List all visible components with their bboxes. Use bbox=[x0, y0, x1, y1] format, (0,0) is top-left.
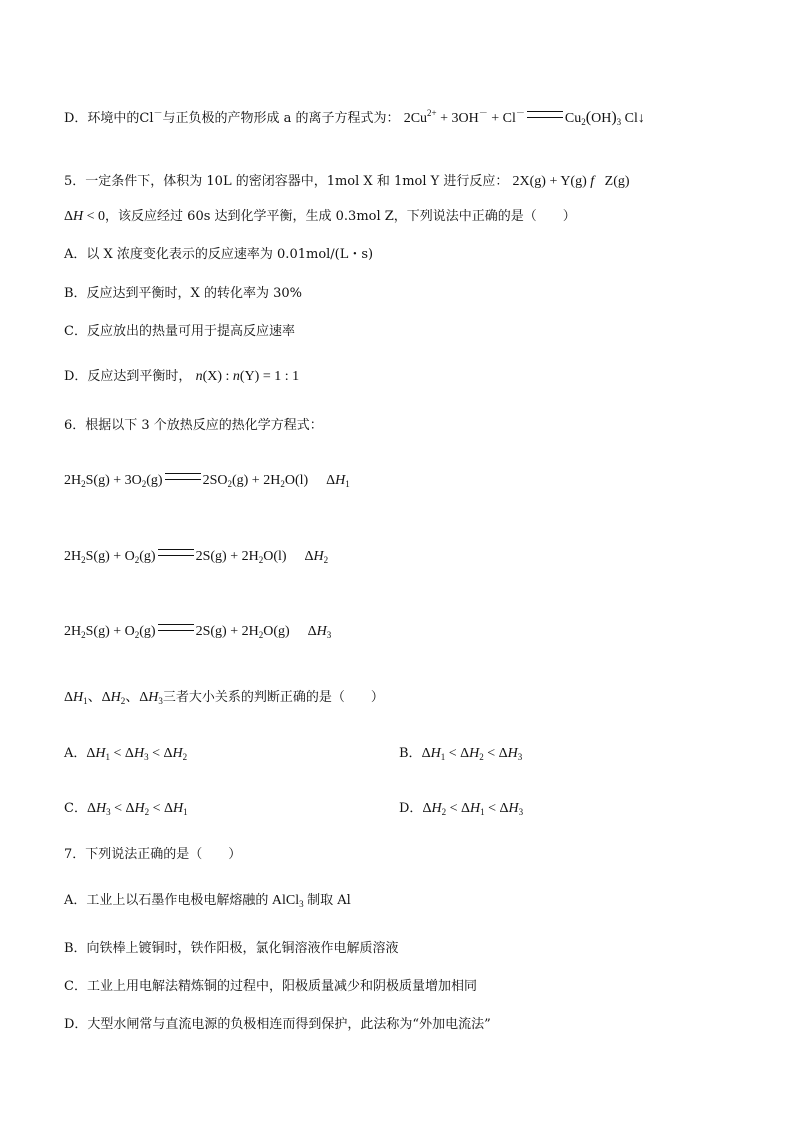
q7-option-a-text: A．工业上以石墨作电极电解熔融的 bbox=[64, 893, 269, 908]
q6-option-a-label: A． bbox=[64, 746, 87, 761]
q6-question-text: 三者大小关系的判断正确的是（ ） bbox=[162, 690, 384, 705]
q7-option-a bbox=[64, 891, 351, 911]
q4-option-d-text: 与正负极的产物形成 a 的离子方程式为： bbox=[162, 111, 400, 126]
q5-stem-text-2: ，该反应经过 60s 达到化学平衡，生成 0.3mol Z，下列说法中正确的是（ ） bbox=[105, 209, 576, 224]
q6-option-a bbox=[64, 744, 187, 764]
q6-equation-3: $2H_2S(g) + O_2(g) 2S(g) + 2H_2O(g)$ $\Delta H_3$ bbox=[64, 624, 332, 640]
q6-option-a-formula: $\Delta H_1 < \Delta H_3 < \Delta H_2$ bbox=[86, 746, 188, 762]
q6-option-d bbox=[399, 799, 523, 819]
q6-delta-h-list: $\Delta H_1$、$\Delta H_2$、$\Delta H_3$ bbox=[64, 690, 163, 706]
q6-option-c bbox=[64, 799, 188, 819]
q6-option-b-label: B． bbox=[399, 746, 422, 761]
q5-option-b: B．反应达到平衡时，X 的转化率为 30% bbox=[64, 286, 302, 301]
q5-reaction-equation: 2X(g) + Y(g) f Z(g) bbox=[512, 174, 630, 189]
q6-equation-2: $2H_2S(g) + O_2(g) 2S(g) + 2H_2O(l)$ $\Delta H_2$ bbox=[64, 549, 329, 565]
q5-stem-line-2 bbox=[64, 207, 576, 227]
q7-alcl3-formula: AlCl$_3$ bbox=[268, 893, 304, 909]
q6-option-d-formula: $\Delta H_2 < \Delta H_1 < \Delta H_3$ bbox=[422, 801, 524, 817]
q5-option-c: C．反应放出的热量可用于提高反应速率 bbox=[64, 324, 295, 339]
q6-option-d-label: D． bbox=[399, 801, 423, 816]
q4-option-d-label: D．环境中的Cl bbox=[64, 111, 154, 126]
q5-delta-h-condition: ΔH < 0 bbox=[64, 209, 106, 224]
q5-stem-line-1 bbox=[64, 172, 630, 192]
q5-option-d bbox=[64, 367, 299, 387]
q6-option-b bbox=[399, 744, 522, 764]
q6-stem: 6．根据以下 3 个放热反应的热化学方程式： bbox=[64, 418, 323, 433]
q7-option-c: C．工业上用电解法精炼铜的过程中，阳极质量减少和阴极质量增加相同 bbox=[64, 979, 477, 994]
q5-stem-text: 5．一定条件下，体积为 10L 的密闭容器中，1mol X 和 1mol Y 进行反应： bbox=[64, 174, 509, 189]
q7-option-b: B．向铁棒上镀铜时，铁作阳极，氯化铜溶液作电解质溶液 bbox=[64, 941, 399, 956]
q6-option-c-formula: $\Delta H_3 < \Delta H_2 < \Delta H_1$ bbox=[86, 801, 188, 817]
q4-ionic-equation: $2Cu^{2+} + 3OH^- + Cl^-$ $Cu_2(OH)_3$ Cl↓ bbox=[403, 108, 645, 127]
q5-option-d-text: D．反应达到平衡时， bbox=[64, 369, 192, 384]
q6-option-c-label: C． bbox=[64, 801, 87, 816]
q5-option-a: A．以 X 浓度变化表示的反应速率为 0.01mol/(L・s) bbox=[64, 247, 374, 262]
q6-equation-1: $2H_2S(g) + 3O_2(g) 2SO_2(g) + 2H_2O(l)$ $\Delta H_1$ bbox=[64, 473, 350, 489]
q7-option-a-text-2: 制取 Al bbox=[307, 893, 351, 908]
q4-option-d: D．环境中的Cl－与正负极的产物形成 a 的离子方程式为： $2Cu^{2+} + 3OH^- + Cl^-$ $Cu_2(OH)_3$ Cl↓ bbox=[64, 108, 645, 127]
q6-question bbox=[64, 688, 384, 708]
q7-stem: 7．下列说法正确的是（ ） bbox=[64, 847, 242, 862]
q6-option-b-formula: $\Delta H_1 < \Delta H_2 < \Delta H_3$ bbox=[421, 746, 523, 762]
q5-option-d-formula: n(X) : n(Y) = 1 : 1 bbox=[195, 369, 300, 384]
q7-option-d: D．大型水闸常与直流电源的负极相连而得到保护，此法称为“外加电流法” bbox=[64, 1017, 491, 1032]
